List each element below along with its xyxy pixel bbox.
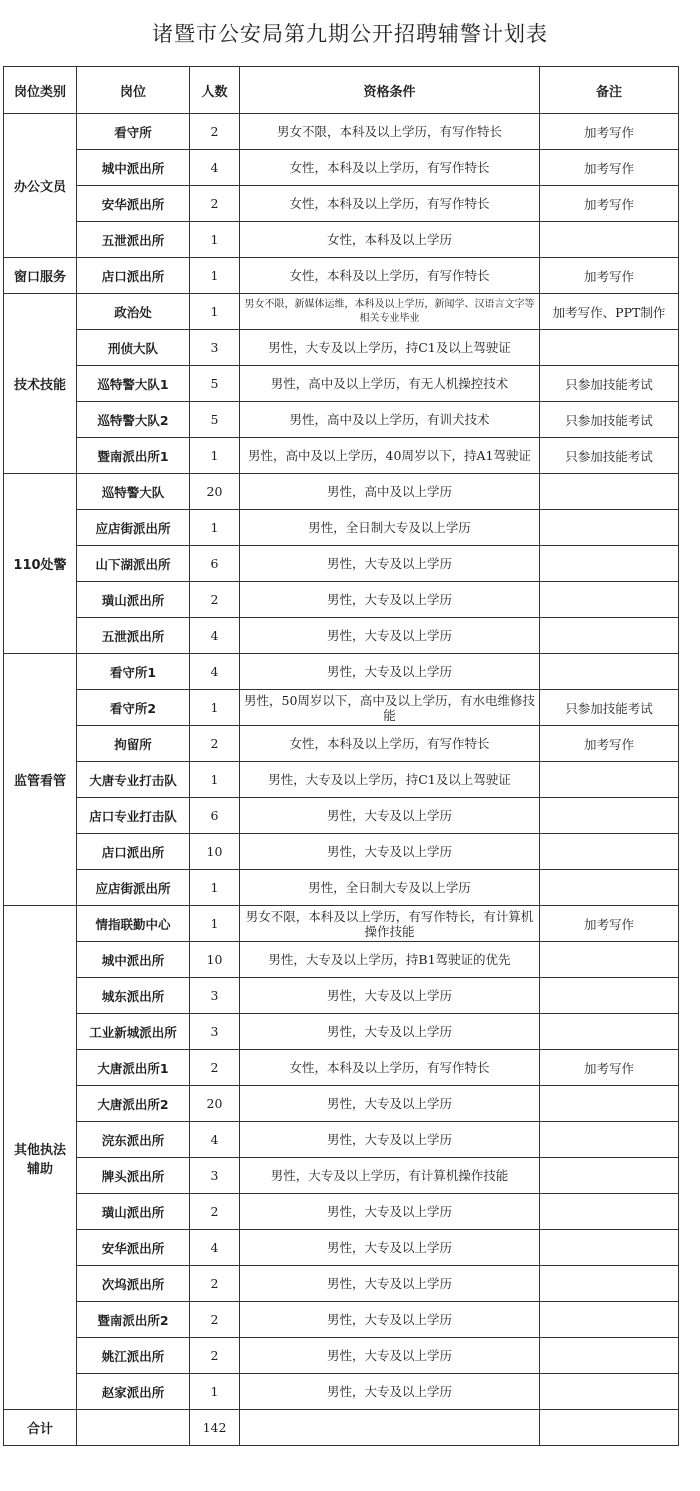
count-cell: 2 [190,186,240,222]
notes-cell [540,870,679,906]
notes-cell [540,978,679,1014]
position-cell: 拘留所 [77,726,190,762]
notes-cell [540,1014,679,1050]
count-cell: 3 [190,978,240,1014]
count-cell: 3 [190,1014,240,1050]
category-cell: 其他执法辅助 [4,906,77,1410]
notes-cell [540,1086,679,1122]
position-cell: 安华派出所 [77,1230,190,1266]
position-cell: 城东派出所 [77,978,190,1014]
count-cell: 2 [190,1194,240,1230]
count-cell: 2 [190,1050,240,1086]
notes-cell [540,474,679,510]
count-cell: 2 [190,1338,240,1374]
position-cell: 暨南派出所2 [77,1302,190,1338]
requirements-cell: 男性，全日制大专及以上学历 [240,870,540,906]
table-row [4,1014,679,1050]
position-cell: 城中派出所 [77,150,190,186]
notes-cell: 只参加技能考试 [540,438,679,474]
notes-cell [540,618,679,654]
total-count: 142 [190,1410,240,1446]
notes-cell [540,1338,679,1374]
position-cell: 暨南派出所1 [77,438,190,474]
table-row [4,690,679,726]
count-cell: 20 [190,1086,240,1122]
notes-cell [540,942,679,978]
table-row [4,834,679,870]
position-cell: 巡特警大队 [77,474,190,510]
requirements-cell: 女性，本科及以上学历，有写作特长 [240,726,540,762]
category-cell: 办公文员 [4,114,77,258]
table-row [4,942,679,978]
category-cell: 技术技能 [4,294,77,474]
requirements-cell: 男性，大专及以上学历 [240,1122,540,1158]
count-cell: 20 [190,474,240,510]
requirements-cell: 男性，大专及以上学历 [240,1266,540,1302]
notes-cell [540,222,679,258]
requirements-cell: 男性，大专及以上学历 [240,1302,540,1338]
notes-cell [540,834,679,870]
requirements-cell: 女性，本科及以上学历 [240,222,540,258]
position-cell: 大唐派出所2 [77,1086,190,1122]
table-row [4,582,679,618]
requirements-cell: 男性，大专及以上学历，持C1及以上驾驶证 [240,330,540,366]
table-body [4,114,679,1410]
position-cell: 巡特警大队2 [77,402,190,438]
notes-cell: 加考写作 [540,114,679,150]
notes-cell: 加考写作 [540,186,679,222]
table-row [4,186,679,222]
table-row [4,1302,679,1338]
position-cell: 政治处 [77,294,190,330]
requirements-cell: 女性，本科及以上学历，有写作特长 [240,258,540,294]
requirements-cell: 女性，本科及以上学历，有写作特长 [240,186,540,222]
table-row [4,1086,679,1122]
position-cell: 姚江派出所 [77,1338,190,1374]
requirements-cell: 男性，大专及以上学历 [240,1014,540,1050]
count-cell: 2 [190,1302,240,1338]
count-cell: 2 [190,1266,240,1302]
notes-cell [540,1266,679,1302]
category-cell: 监管看管 [4,654,77,906]
position-cell: 城中派出所 [77,942,190,978]
notes-cell [540,1302,679,1338]
position-cell: 赵家派出所 [77,1374,190,1410]
table-row [4,1338,679,1374]
table-row [4,402,679,438]
header-category: 岗位类别 [4,67,77,114]
position-cell: 看守所1 [77,654,190,690]
requirements-cell: 男性，高中及以上学历，有训犬技术 [240,402,540,438]
count-cell: 10 [190,942,240,978]
position-cell: 店口专业打击队 [77,798,190,834]
count-cell: 1 [190,438,240,474]
notes-cell: 只参加技能考试 [540,402,679,438]
count-cell: 2 [190,582,240,618]
requirements-cell: 男性，大专及以上学历 [240,1086,540,1122]
requirements-cell: 男性，大专及以上学历 [240,1230,540,1266]
position-cell: 看守所 [77,114,190,150]
table-row [4,222,679,258]
category-cell: 窗口服务 [4,258,77,294]
table-row [4,1194,679,1230]
position-cell: 店口派出所 [77,258,190,294]
recruitment-plan-table [3,66,679,1446]
requirements-cell: 男性，大专及以上学历 [240,978,540,1014]
count-cell: 4 [190,150,240,186]
position-cell: 工业新城派出所 [77,1014,190,1050]
count-cell: 2 [190,726,240,762]
table-row [4,1122,679,1158]
requirements-cell: 男性，大专及以上学历，有计算机操作技能 [240,1158,540,1194]
notes-cell: 加考写作 [540,150,679,186]
count-cell: 10 [190,834,240,870]
position-cell: 璜山派出所 [77,582,190,618]
table-row [4,726,679,762]
position-cell: 安华派出所 [77,186,190,222]
requirements-cell: 男性，大专及以上学历 [240,618,540,654]
table-row [4,906,679,942]
table-row [4,654,679,690]
position-cell: 看守所2 [77,690,190,726]
notes-cell [540,654,679,690]
table-row [4,438,679,474]
requirements-cell: 男性，大专及以上学历，持B1驾驶证的优先 [240,942,540,978]
requirements-cell: 男性，大专及以上学历 [240,798,540,834]
table-row [4,510,679,546]
position-cell: 牌头派出所 [77,1158,190,1194]
header-notes: 备注 [540,67,679,114]
total-empty-position [77,1410,190,1446]
requirements-cell: 男性，大专及以上学历 [240,1374,540,1410]
header-position: 岗位 [77,67,190,114]
notes-cell: 加考写作 [540,1050,679,1086]
table-row [4,1266,679,1302]
count-cell: 6 [190,546,240,582]
notes-cell [540,330,679,366]
total-empty-requirements [240,1410,540,1446]
requirements-cell: 男性，大专及以上学历 [240,834,540,870]
table-row [4,294,679,330]
table-row [4,258,679,294]
requirements-cell: 男性，大专及以上学历 [240,582,540,618]
requirements-cell: 女性，本科及以上学历，有写作特长 [240,150,540,186]
notes-cell: 加考写作 [540,906,679,942]
table-row [4,618,679,654]
notes-cell [540,546,679,582]
count-cell: 3 [190,1158,240,1194]
notes-cell: 加考写作 [540,258,679,294]
count-cell: 1 [190,294,240,330]
position-cell: 应店街派出所 [77,510,190,546]
position-cell: 应店街派出所 [77,870,190,906]
position-cell: 五泄派出所 [77,222,190,258]
requirements-cell: 男性，大专及以上学历 [240,546,540,582]
notes-cell [540,510,679,546]
position-cell: 巡特警大队1 [77,366,190,402]
position-cell: 情指联勤中心 [77,906,190,942]
table-row [4,1158,679,1194]
count-cell: 3 [190,330,240,366]
notes-cell: 只参加技能考试 [540,366,679,402]
notes-cell: 加考写作 [540,726,679,762]
position-cell: 五泄派出所 [77,618,190,654]
count-cell: 1 [190,510,240,546]
position-cell: 浣东派出所 [77,1122,190,1158]
count-cell: 1 [190,1374,240,1410]
count-cell: 1 [190,870,240,906]
notes-cell [540,1194,679,1230]
category-cell: 110处警 [4,474,77,654]
total-row [4,1410,679,1446]
count-cell: 5 [190,366,240,402]
table-row [4,978,679,1014]
count-cell: 2 [190,114,240,150]
table-row [4,1230,679,1266]
count-cell: 5 [190,402,240,438]
requirements-cell: 男性，大专及以上学历 [240,654,540,690]
requirements-cell: 男性，大专及以上学历 [240,1338,540,1374]
requirements-cell: 女性，本科及以上学历，有写作特长 [240,1050,540,1086]
table-row [4,366,679,402]
table-row [4,330,679,366]
requirements-cell: 男性，高中及以上学历，有无人机操控技术 [240,366,540,402]
count-cell: 6 [190,798,240,834]
page-title: 诸暨市公安局第九期公开招聘辅警计划表 [152,22,548,46]
position-cell: 刑侦大队 [77,330,190,366]
count-cell: 1 [190,762,240,798]
count-cell: 4 [190,1122,240,1158]
notes-cell [540,762,679,798]
notes-cell: 加考写作、PPT制作 [540,294,679,330]
count-cell: 4 [190,1230,240,1266]
count-cell: 4 [190,618,240,654]
position-cell: 璜山派出所 [77,1194,190,1230]
table-row [4,546,679,582]
requirements-cell: 男女不限，本科及以上学历，有写作特长 [240,114,540,150]
notes-cell: 只参加技能考试 [540,690,679,726]
table-row [4,1050,679,1086]
header-requirements: 资格条件 [240,67,540,114]
count-cell: 1 [190,258,240,294]
requirements-cell: 男性，高中及以上学历 [240,474,540,510]
requirements-cell: 男性，大专及以上学历，持C1及以上驾驶证 [240,762,540,798]
table-row [4,150,679,186]
table-row [4,870,679,906]
requirements-cell: 男女不限，本科及以上学历，有写作特长，有计算机操作技能 [240,906,540,942]
requirements-cell: 男女不限，新媒体运维，本科及以上学历，新闻学、汉语言文字等相关专业毕业 [240,294,540,330]
position-cell: 大唐专业打击队 [77,762,190,798]
table-row [4,762,679,798]
count-cell: 1 [190,690,240,726]
table-row [4,114,679,150]
total-empty-notes [540,1410,679,1446]
requirements-cell: 男性，高中及以上学历，40周岁以下，持A1驾驶证 [240,438,540,474]
notes-cell [540,1374,679,1410]
position-cell: 山下湖派出所 [77,546,190,582]
position-cell: 大唐派出所1 [77,1050,190,1086]
position-cell: 次坞派出所 [77,1266,190,1302]
notes-cell [540,1122,679,1158]
notes-cell [540,1230,679,1266]
requirements-cell: 男性，大专及以上学历 [240,1194,540,1230]
table-row [4,474,679,510]
total-label: 合计 [4,1410,77,1446]
notes-cell [540,1158,679,1194]
notes-cell [540,798,679,834]
notes-cell [540,582,679,618]
table-row [4,798,679,834]
requirements-cell: 男性，50周岁以下，高中及以上学历，有水电维修技能 [240,690,540,726]
count-cell: 4 [190,654,240,690]
header-row [4,67,679,114]
position-cell: 店口派出所 [77,834,190,870]
header-count: 人数 [190,67,240,114]
count-cell: 1 [190,906,240,942]
requirements-cell: 男性，全日制大专及以上学历 [240,510,540,546]
count-cell: 1 [190,222,240,258]
table-row [4,1374,679,1410]
